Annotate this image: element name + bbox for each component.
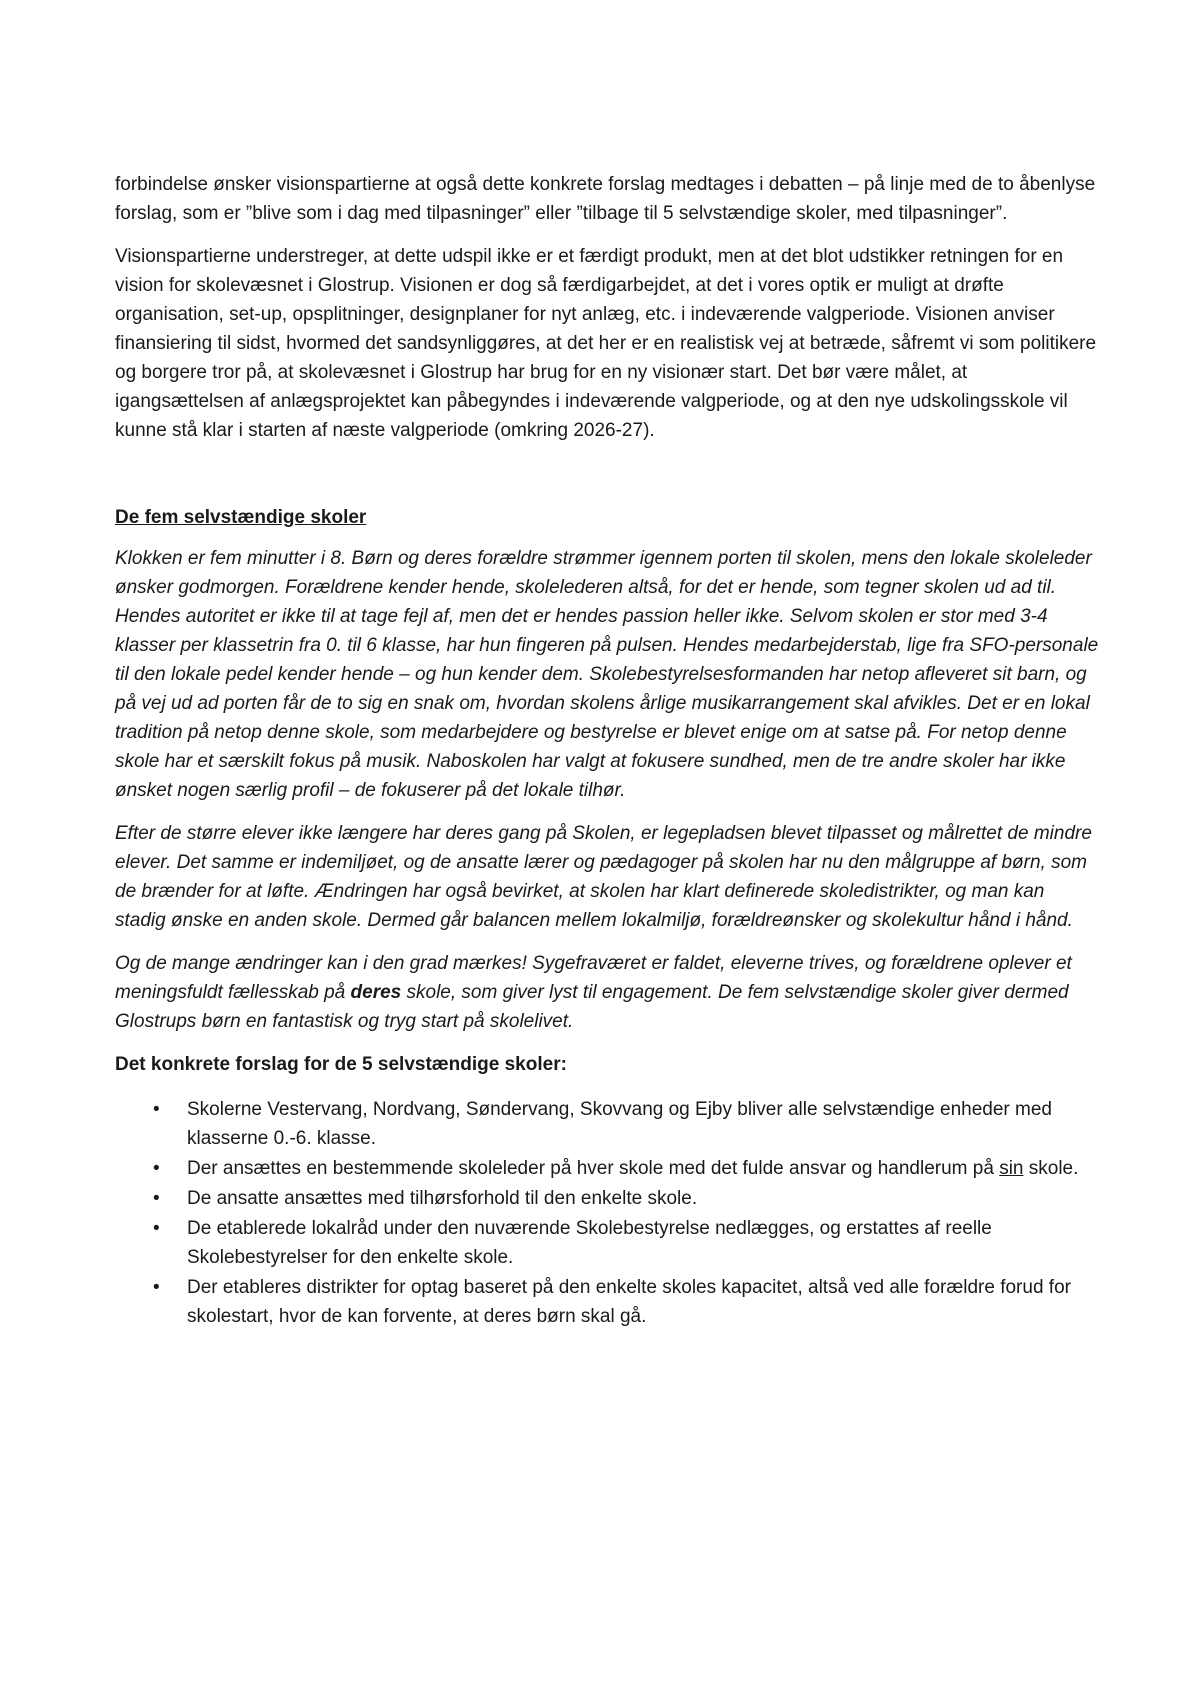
section-heading: De fem selvstændige skoler: [115, 507, 367, 528]
list-item-underlined-word: sin: [999, 1158, 1024, 1179]
document-page: [115, 170, 1100, 1332]
changes-emphasis: deres: [350, 982, 402, 1003]
proposal-heading: Det konkrete forslag for de 5 selvstændige skoler:: [115, 1054, 567, 1075]
bullet-icon: •: [153, 1188, 160, 1209]
paragraph-vision: Visionspartierne understreger, at dette udspil ikke er et færdigt produkt, men at det blot udstikker retningen for en vision for skolevæsnet i Glostrup. Visionen er dog så færdigarbejdet, at det i vores optik er muligt at drøfte organisation, set-up, opsplitninger, designplaner for nyt anlæg, etc. i indeværende valgperiode. Visionen anviser finansiering til sidst, hvormed det sandsynliggøres, at det her er en realistisk vej at betræde, såfremt vi som politikere og borgere tror på, at skolevæsnet i Glostrup har brug for en ny visionær start. Det bør være målet, at igangsættelsen af anlægsprojektet kan påbegyndes i indeværende valgperiode, og at den nye udskolingsskole vil kunne stå klar i starten af næste valgperiode (omkring 2026-27).: [115, 246, 1097, 441]
list-item-text-after: skole.: [1023, 1158, 1079, 1179]
paragraph-intro-continuation: forbindelse ønsker visionspartierne at også dette konkrete forslag medtages i debatten – på linje med de to åbenlyse forslag, som er ”blive som i dag med tilpasninger” eller ”tilbage til 5 selvstændige skoler, med tilpasninger”.: [115, 174, 1096, 224]
list-item-text: De ansatte ansættes med tilhørsforhold til den enkelte skole.: [187, 1188, 698, 1209]
list-item-text: De etablerede lokalråd under den nuværende Skolebestyrelse nedlægges, og erstattes af reelle Skolebestyrelser for den enkelte skole.: [187, 1218, 992, 1268]
list-item: [115, 1214, 1100, 1272]
list-item: [115, 1154, 1100, 1183]
bullet-icon: •: [153, 1218, 160, 1239]
proposal-list: [115, 1095, 1100, 1331]
list-item: [115, 1095, 1100, 1153]
paragraph-changes: [115, 949, 1100, 1036]
list-item: [115, 1184, 1100, 1213]
bullet-icon: •: [153, 1277, 160, 1298]
list-item-text: Der etableres distrikter for optag baseret på den enkelte skoles kapacitet, altså ved alle forældre forud for skolestart, hvor de kan forvente, at deres børn skal gå.: [187, 1277, 1071, 1327]
paragraph-playground: Efter de større elever ikke længere har deres gang på Skolen, er legepladsen blevet tilpasset og målrettet de mindre elever. Det samme er indemiljøet, og de ansatte lærer og pædagoger på skolen har nu den målgruppe af børn, som de brænder for at løfte. Ændringen har også bevirket, at skolen har klart definerede skoledistrikter, og man kan stadig ønske en anden skole. Dermed går balancen mellem lokalmiljø, forældreønsker og skolekultur hånd i hånd.: [115, 823, 1092, 931]
bullet-icon: •: [153, 1099, 160, 1120]
list-item-text: Skolerne Vestervang, Nordvang, Søndervang, Skovvang og Ejby bliver alle selvstændige enheder med klasserne 0.-6. klasse.: [187, 1099, 1053, 1149]
list-item-text-before: Der ansættes en bestemmende skoleleder på hver skole med det fulde ansvar og handlerum på: [187, 1158, 1000, 1179]
list-item: [115, 1273, 1100, 1331]
bullet-icon: •: [153, 1158, 160, 1179]
changes-text-after: skole, som giver lyst til engagement. De fem selvstændige skoler giver dermed Glostrups børn en fantastisk og tryg start på skolelivet.: [115, 982, 1069, 1032]
changes-text-before: Og de mange ændringer kan i den grad mærkes! Sygefraværet er faldet, eleverne trives, og forældrene oplever et meningsfuldt fællesskab på: [115, 953, 1072, 1003]
paragraph-morning-scene: Klokken er fem minutter i 8. Børn og deres forældre strømmer igennem porten til skolen, mens den lokale skoleleder ønsker godmorgen. Forældrene kender hende, skolelederen altså, for det er hende, som tegner skolen ud ad til. Hendes autoritet er ikke til at tage fejl af, men det er hendes passion heller ikke. Selvom skolen er stor med 3-4 klasser per klassetrin fra 0. til 6 klasse, har hun fingeren på pulsen. Hendes medarbejderstab, lige fra SFO-personale til den lokale pedel kender hende – og hun kender dem. Skolebestyrelsesformanden har netop afleveret sit barn, og på vej ud ad porten får de to sig en snak om, hvordan skolens årlige musikarrangement skal afvikles. Det er en lokal tradition på netop denne skole, som medarbejdere og bestyrelse er blevet enige om at satse på. For netop denne skole har et særskilt fokus på musik. Naboskolen har valgt at fokusere sundhed, men de tre andre skoler har ikke ønsket nogen særlig profil – de fokuserer på det lokale tilhør.: [115, 548, 1099, 801]
